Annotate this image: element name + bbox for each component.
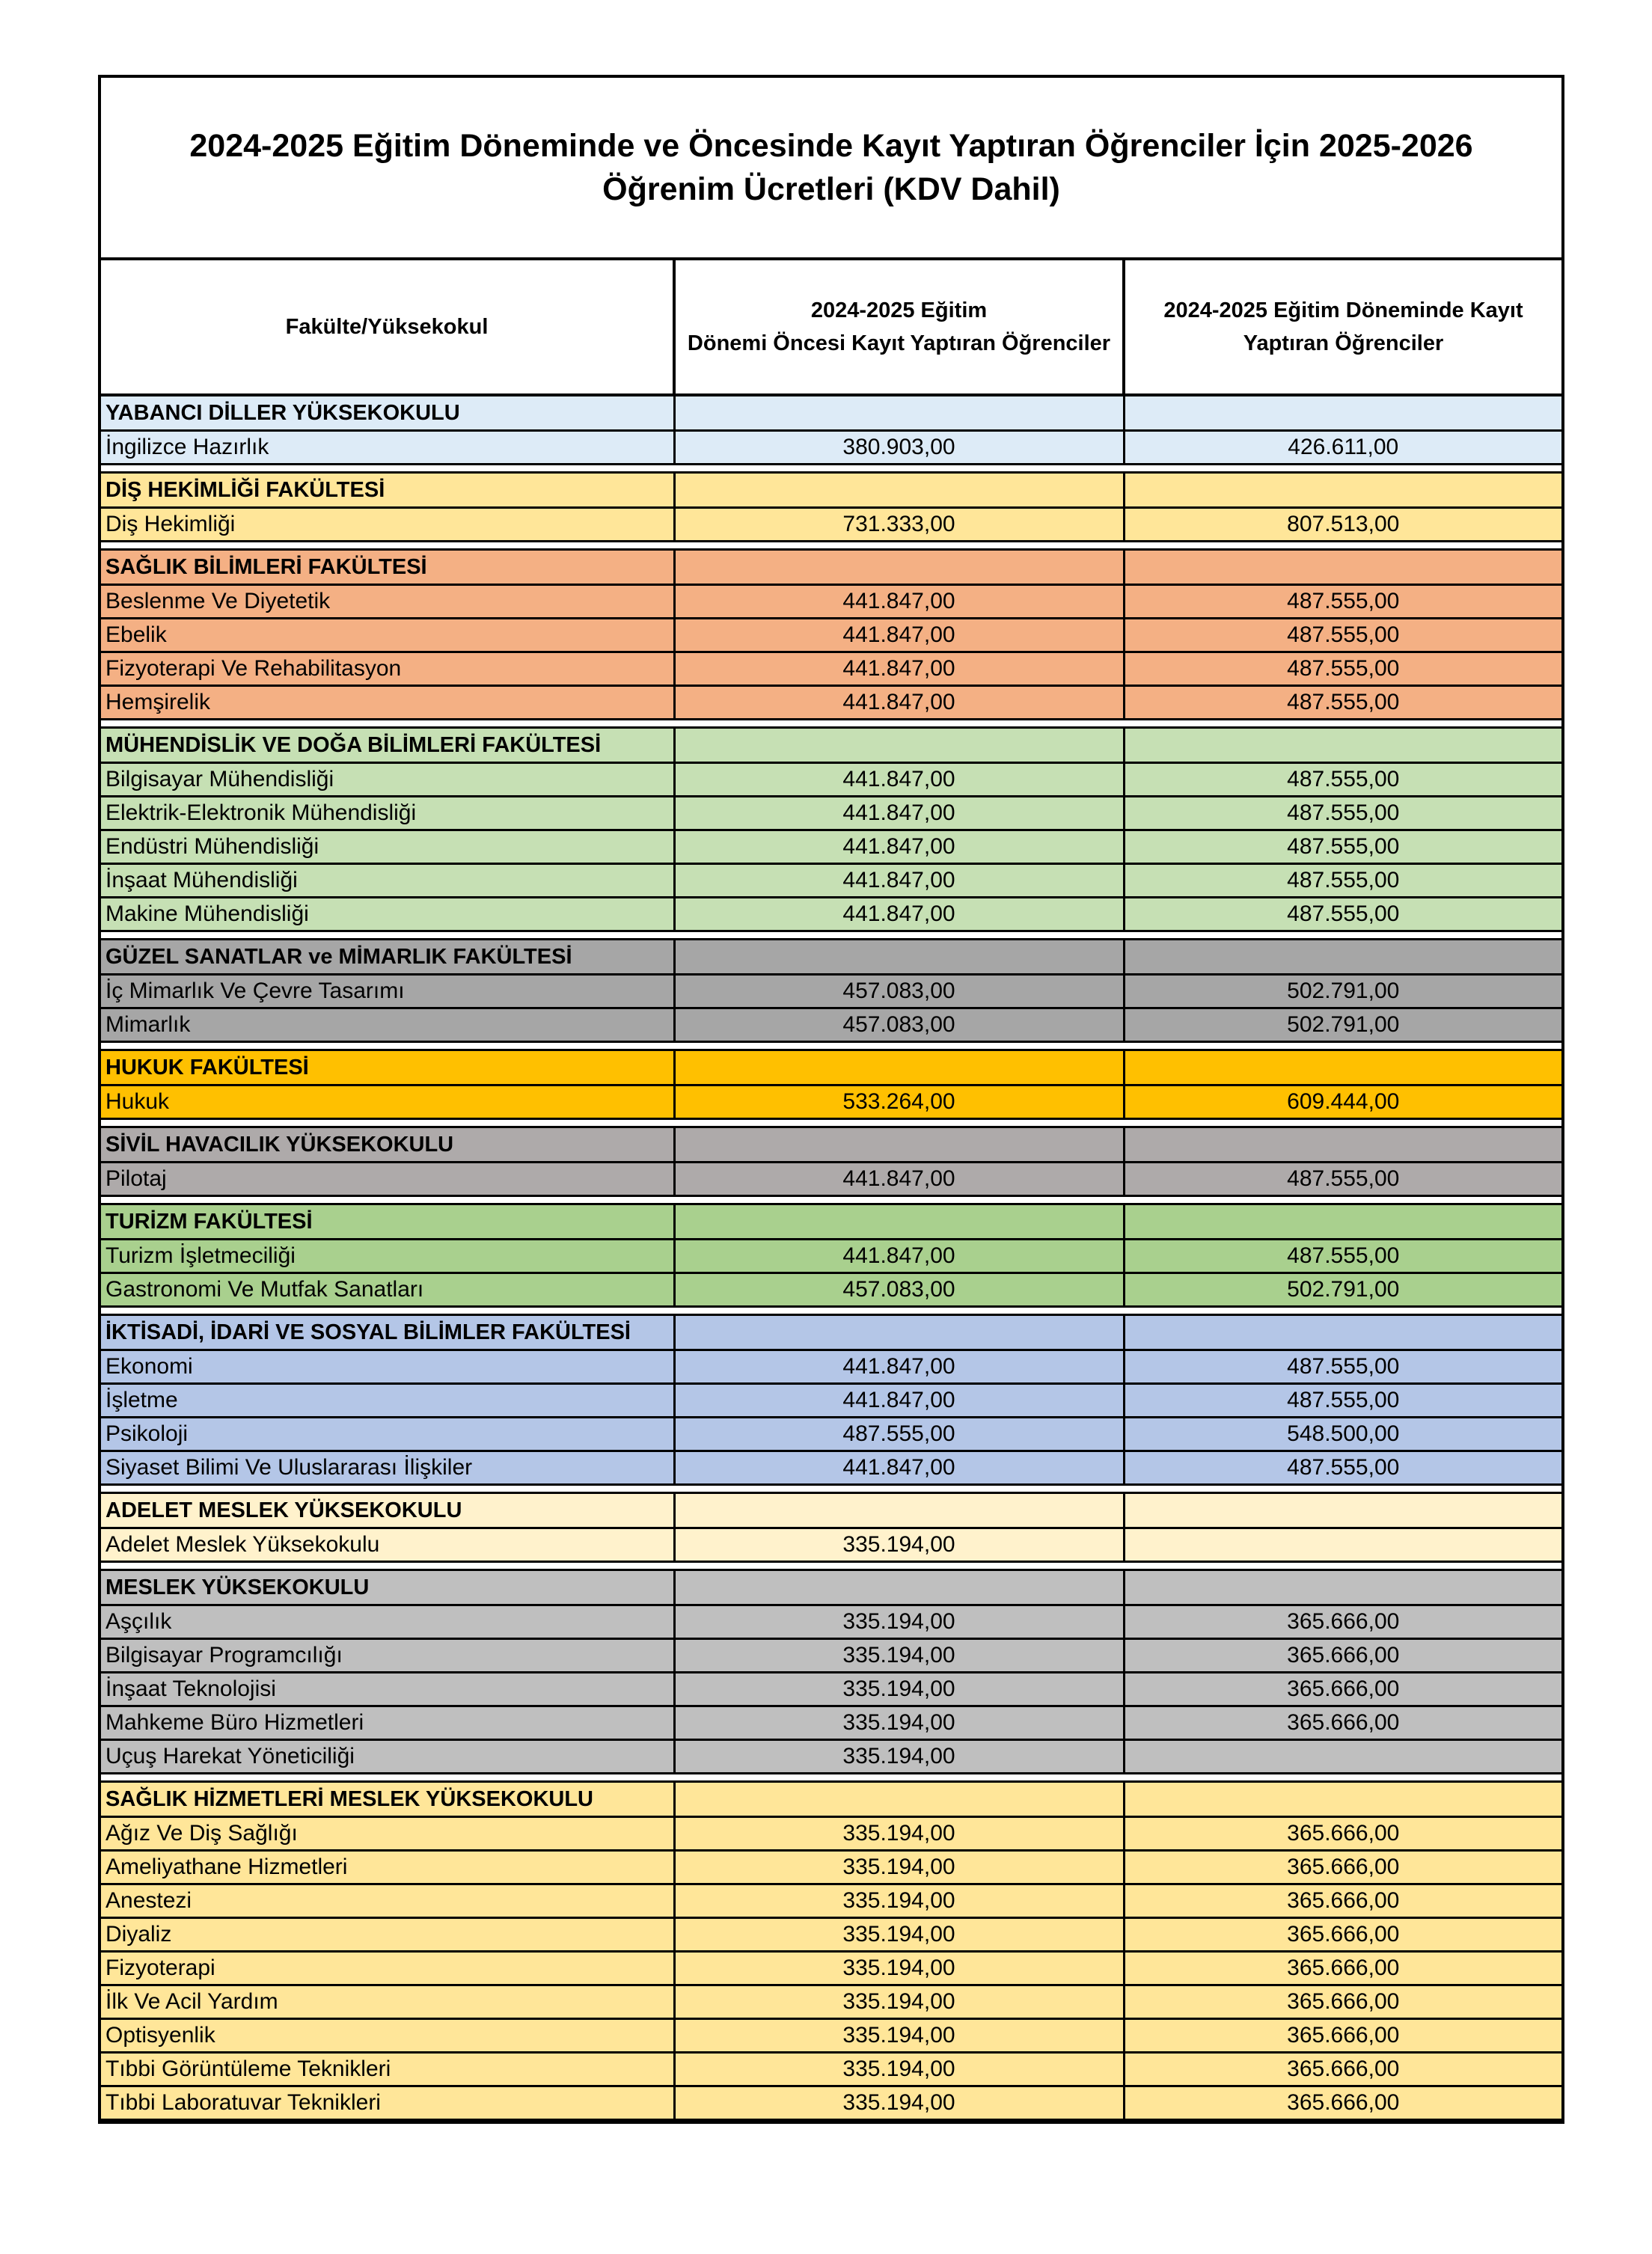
group-name: SİVİL HAVACILIK YÜKSEKOKULU — [101, 1127, 674, 1163]
group-name: GÜZEL SANATLAR ve MİMARLIK FAKÜLTESİ — [101, 940, 674, 975]
program-name: Makine Mühendisliği — [101, 898, 674, 931]
program-row — [101, 1706, 1561, 1740]
group-empty-cell — [674, 395, 1124, 431]
program-row — [101, 830, 1561, 864]
program-row — [101, 1240, 1561, 1273]
program-name: Turizm İşletmeciliği — [101, 1240, 674, 1273]
spacer-cell — [101, 931, 674, 940]
group-spacer — [101, 465, 1561, 473]
group-empty-cell — [674, 1782, 1124, 1817]
fee-during — [1124, 1740, 1561, 1774]
program-row — [101, 1851, 1561, 1884]
fee-before: 441.847,00 — [674, 619, 1124, 652]
group-header-row — [101, 1127, 1561, 1163]
program-name: Ebelik — [101, 619, 674, 652]
group-name: YABANCI DİLLER YÜKSEKOKULU — [101, 395, 674, 431]
header-faculty: Fakülte/Yüksekokul — [101, 260, 674, 395]
spacer-cell — [1124, 720, 1561, 728]
program-row — [101, 1384, 1561, 1418]
program-name: Uçuş Harekat Yöneticiliği — [101, 1740, 674, 1774]
fee-during: 365.666,00 — [1124, 1884, 1561, 1918]
fee-during: 487.555,00 — [1124, 1163, 1561, 1196]
spacer-cell — [1124, 465, 1561, 473]
program-name: Hukuk — [101, 1085, 674, 1119]
program-name: Diş Hekimliği — [101, 508, 674, 542]
fee-before: 441.847,00 — [674, 686, 1124, 720]
fee-during: 502.791,00 — [1124, 1273, 1561, 1307]
program-row — [101, 1085, 1561, 1119]
group-empty-cell — [1124, 728, 1561, 763]
program-row — [101, 1673, 1561, 1706]
group-header-row — [101, 728, 1561, 763]
fee-before: 335.194,00 — [674, 1740, 1124, 1774]
program-row — [101, 2086, 1561, 2120]
program-name: İnşaat Mühendisliği — [101, 864, 674, 898]
program-row — [101, 975, 1561, 1008]
fee-table — [101, 260, 1561, 2121]
fee-during — [1124, 1528, 1561, 1562]
program-name: Ameliyathane Hizmetleri — [101, 1851, 674, 1884]
fee-before: 335.194,00 — [674, 1528, 1124, 1562]
fee-before: 335.194,00 — [674, 1605, 1124, 1639]
fee-before: 380.903,00 — [674, 431, 1124, 465]
program-name: İngilizce Hazırlık — [101, 431, 674, 465]
program-name: Mimarlık — [101, 1008, 674, 1042]
group-empty-cell — [1124, 395, 1561, 431]
program-name: Hemşirelik — [101, 686, 674, 720]
program-row — [101, 1985, 1561, 2019]
program-name: Ekonomi — [101, 1350, 674, 1384]
fee-during: 365.666,00 — [1124, 2086, 1561, 2120]
fee-before: 441.847,00 — [674, 585, 1124, 619]
spacer-cell — [1124, 542, 1561, 550]
program-name: Aşçılık — [101, 1605, 674, 1639]
fee-before: 441.847,00 — [674, 1384, 1124, 1418]
fee-before: 731.333,00 — [674, 508, 1124, 542]
fee-before: 335.194,00 — [674, 1639, 1124, 1673]
program-name: Bilgisayar Programcılığı — [101, 1639, 674, 1673]
fee-during: 365.666,00 — [1124, 2053, 1561, 2086]
fee-during: 487.555,00 — [1124, 1350, 1561, 1384]
program-name: Pilotaj — [101, 1163, 674, 1196]
fee-during: 365.666,00 — [1124, 1851, 1561, 1884]
program-row — [101, 1639, 1561, 1673]
group-empty-cell — [1124, 1782, 1561, 1817]
spacer-cell — [674, 1042, 1124, 1050]
group-spacer — [101, 1196, 1561, 1204]
fee-during: 365.666,00 — [1124, 1817, 1561, 1851]
fee-during: 487.555,00 — [1124, 619, 1561, 652]
fee-during: 487.555,00 — [1124, 686, 1561, 720]
fee-before: 441.847,00 — [674, 1451, 1124, 1485]
spacer-cell — [674, 465, 1124, 473]
program-row — [101, 508, 1561, 542]
group-empty-cell — [1124, 940, 1561, 975]
fee-sheet — [98, 75, 1564, 2124]
program-row — [101, 1350, 1561, 1384]
group-spacer — [101, 542, 1561, 550]
spacer-cell — [674, 1119, 1124, 1127]
group-empty-cell — [1124, 1204, 1561, 1240]
group-name: İKTİSADİ, İDARİ VE SOSYAL BİLİMLER FAKÜLTESİ — [101, 1315, 674, 1350]
group-empty-cell — [674, 1050, 1124, 1085]
fee-before: 457.083,00 — [674, 1008, 1124, 1042]
header-before — [674, 260, 1124, 395]
program-row — [101, 1952, 1561, 1985]
program-name: Optisyenlik — [101, 2019, 674, 2053]
program-name: Endüstri Mühendisliği — [101, 830, 674, 864]
group-header-row — [101, 1204, 1561, 1240]
fee-during: 487.555,00 — [1124, 763, 1561, 797]
program-row — [101, 2019, 1561, 2053]
program-name: Fizyoterapi — [101, 1952, 674, 1985]
group-header-row — [101, 1782, 1561, 1817]
spacer-cell — [101, 465, 674, 473]
fee-before: 335.194,00 — [674, 1952, 1124, 1985]
group-empty-cell — [1124, 1493, 1561, 1528]
fee-during: 502.791,00 — [1124, 1008, 1561, 1042]
spacer-cell — [101, 1307, 674, 1315]
spacer-cell — [101, 542, 674, 550]
fee-before: 335.194,00 — [674, 2086, 1124, 2120]
spacer-cell — [101, 1774, 674, 1782]
fee-table-body — [101, 395, 1561, 2120]
fee-during: 807.513,00 — [1124, 508, 1561, 542]
group-header-row — [101, 395, 1561, 431]
fee-during: 365.666,00 — [1124, 1952, 1561, 1985]
program-name: Tıbbi Laboratuvar Teknikleri — [101, 2086, 674, 2120]
program-name: Mahkeme Büro Hizmetleri — [101, 1706, 674, 1740]
fee-before: 441.847,00 — [674, 1240, 1124, 1273]
group-header-row — [101, 550, 1561, 585]
group-spacer — [101, 1042, 1561, 1050]
fee-during: 487.555,00 — [1124, 830, 1561, 864]
fee-before: 457.083,00 — [674, 975, 1124, 1008]
spacer-cell — [1124, 1562, 1561, 1570]
program-name: Diyaliz — [101, 1918, 674, 1952]
program-name: Ağız Ve Diş Sağlığı — [101, 1817, 674, 1851]
page-title — [101, 78, 1561, 260]
spacer-cell — [101, 1485, 674, 1493]
fee-before: 441.847,00 — [674, 652, 1124, 686]
program-name: Gastronomi Ve Mutfak Sanatları — [101, 1273, 674, 1307]
program-row — [101, 431, 1561, 465]
spacer-cell — [674, 931, 1124, 940]
fee-before: 335.194,00 — [674, 1851, 1124, 1884]
program-name: Fizyoterapi Ve Rehabilitasyon — [101, 652, 674, 686]
spacer-cell — [674, 1774, 1124, 1782]
fee-before: 441.847,00 — [674, 797, 1124, 830]
group-header-row — [101, 473, 1561, 508]
program-name: Siyaset Bilimi Ve Uluslararası İlişkiler — [101, 1451, 674, 1485]
program-row — [101, 1817, 1561, 1851]
group-empty-cell — [674, 1204, 1124, 1240]
program-name: Psikoloji — [101, 1418, 674, 1451]
group-empty-cell — [1124, 1127, 1561, 1163]
program-name: Elektrik-Elektronik Mühendisliği — [101, 797, 674, 830]
fee-during: 365.666,00 — [1124, 1639, 1561, 1673]
fee-before: 441.847,00 — [674, 1163, 1124, 1196]
program-row — [101, 864, 1561, 898]
spacer-cell — [1124, 1307, 1561, 1315]
program-row — [101, 1008, 1561, 1042]
spacer-cell — [1124, 931, 1561, 940]
fee-before: 441.847,00 — [674, 1350, 1124, 1384]
group-name: MÜHENDİSLİK VE DOĞA BİLİMLERİ FAKÜLTESİ — [101, 728, 674, 763]
program-row — [101, 763, 1561, 797]
fee-before: 335.194,00 — [674, 1673, 1124, 1706]
spacer-cell — [101, 1042, 674, 1050]
program-row — [101, 1605, 1561, 1639]
fee-before: 335.194,00 — [674, 1884, 1124, 1918]
program-name: Beslenme Ve Diyetetik — [101, 585, 674, 619]
program-row — [101, 619, 1561, 652]
fee-during: 487.555,00 — [1124, 864, 1561, 898]
header-before-line-2: Dönemi Öncesi Kayıt Yaptıran Öğrenciler — [687, 331, 1111, 355]
fee-during: 502.791,00 — [1124, 975, 1561, 1008]
header-during-line-1: 2024-2025 Eğitim Döneminde Kayıt — [1163, 298, 1523, 322]
fee-during: 365.666,00 — [1124, 1918, 1561, 1952]
program-row — [101, 1918, 1561, 1952]
spacer-cell — [674, 542, 1124, 550]
program-row — [101, 2053, 1561, 2086]
spacer-cell — [1124, 1774, 1561, 1782]
program-name: İşletme — [101, 1384, 674, 1418]
fee-during: 487.555,00 — [1124, 652, 1561, 686]
group-empty-cell — [674, 473, 1124, 508]
spacer-cell — [101, 1196, 674, 1204]
program-row — [101, 1418, 1561, 1451]
group-header-row — [101, 1493, 1561, 1528]
title-line-2: Öğrenim Ücretleri (KDV Dahil) — [602, 171, 1060, 207]
spacer-cell — [1124, 1042, 1561, 1050]
group-empty-cell — [674, 1570, 1124, 1605]
group-spacer — [101, 1119, 1561, 1127]
group-spacer — [101, 1562, 1561, 1570]
group-header-row — [101, 1315, 1561, 1350]
spacer-cell — [1124, 1196, 1561, 1204]
group-spacer — [101, 720, 1561, 728]
group-header-row — [101, 1570, 1561, 1605]
spacer-cell — [1124, 1485, 1561, 1493]
spacer-cell — [674, 1196, 1124, 1204]
program-name: Adelet Meslek Yüksekokulu — [101, 1528, 674, 1562]
fee-during: 365.666,00 — [1124, 1673, 1561, 1706]
group-empty-cell — [674, 728, 1124, 763]
program-name: İnşaat Teknolojisi — [101, 1673, 674, 1706]
group-name: DİŞ HEKİMLİĞİ FAKÜLTESİ — [101, 473, 674, 508]
fee-during: 487.555,00 — [1124, 1384, 1561, 1418]
program-row — [101, 898, 1561, 931]
program-name: Anestezi — [101, 1884, 674, 1918]
program-name: İlk Ve Acil Yardım — [101, 1985, 674, 2019]
group-empty-cell — [674, 1493, 1124, 1528]
group-empty-cell — [674, 1127, 1124, 1163]
fee-during: 426.611,00 — [1124, 431, 1561, 465]
program-row — [101, 1740, 1561, 1774]
header-row — [101, 260, 1561, 395]
fee-during: 487.555,00 — [1124, 797, 1561, 830]
group-empty-cell — [1124, 1315, 1561, 1350]
group-header-row — [101, 940, 1561, 975]
spacer-cell — [101, 1119, 674, 1127]
program-row — [101, 1163, 1561, 1196]
fee-during: 365.666,00 — [1124, 1985, 1561, 2019]
header-during — [1124, 260, 1561, 395]
fee-during: 548.500,00 — [1124, 1418, 1561, 1451]
group-spacer — [101, 1307, 1561, 1315]
group-spacer — [101, 1774, 1561, 1782]
program-name: Bilgisayar Mühendisliği — [101, 763, 674, 797]
group-empty-cell — [674, 550, 1124, 585]
group-spacer — [101, 1485, 1561, 1493]
fee-before: 457.083,00 — [674, 1273, 1124, 1307]
group-name: TURİZM FAKÜLTESİ — [101, 1204, 674, 1240]
group-name: SAĞLIK BİLİMLERİ FAKÜLTESİ — [101, 550, 674, 585]
spacer-cell — [101, 1562, 674, 1570]
spacer-cell — [674, 1562, 1124, 1570]
fee-before: 335.194,00 — [674, 1918, 1124, 1952]
spacer-cell — [674, 1307, 1124, 1315]
fee-during: 365.666,00 — [1124, 1706, 1561, 1740]
program-row — [101, 1884, 1561, 1918]
program-row — [101, 1273, 1561, 1307]
fee-before: 441.847,00 — [674, 830, 1124, 864]
group-empty-cell — [674, 940, 1124, 975]
fee-before: 335.194,00 — [674, 1706, 1124, 1740]
group-name: MESLEK YÜKSEKOKULU — [101, 1570, 674, 1605]
fee-before: 335.194,00 — [674, 2053, 1124, 2086]
program-row — [101, 1451, 1561, 1485]
fee-before: 335.194,00 — [674, 2019, 1124, 2053]
title-line-1: 2024-2025 Eğitim Döneminde ve Öncesinde Kayıt Yaptıran Öğrenciler İçin 2025-2026 — [189, 128, 1473, 164]
fee-before: 487.555,00 — [674, 1418, 1124, 1451]
program-row — [101, 686, 1561, 720]
group-empty-cell — [1124, 1570, 1561, 1605]
fee-before: 441.847,00 — [674, 763, 1124, 797]
header-before-line-1: 2024-2025 Eğitim — [810, 298, 988, 322]
group-empty-cell — [1124, 473, 1561, 508]
spacer-cell — [674, 1485, 1124, 1493]
fee-during: 609.444,00 — [1124, 1085, 1561, 1119]
spacer-cell — [674, 720, 1124, 728]
group-name: SAĞLIK HİZMETLERİ MESLEK YÜKSEKOKULU — [101, 1782, 674, 1817]
fee-before: 533.264,00 — [674, 1085, 1124, 1119]
fee-during: 365.666,00 — [1124, 1605, 1561, 1639]
group-spacer — [101, 931, 1561, 940]
fee-before: 441.847,00 — [674, 864, 1124, 898]
program-row — [101, 1528, 1561, 1562]
fee-during: 487.555,00 — [1124, 1240, 1561, 1273]
fee-during: 487.555,00 — [1124, 898, 1561, 931]
group-empty-cell — [674, 1315, 1124, 1350]
header-during-line-2: Yaptıran Öğrenciler — [1243, 331, 1444, 355]
spacer-cell — [101, 720, 674, 728]
program-row — [101, 652, 1561, 686]
program-row — [101, 797, 1561, 830]
program-name: İç Mimarlık Ve Çevre Tasarımı — [101, 975, 674, 1008]
fee-before: 335.194,00 — [674, 1985, 1124, 2019]
program-name: Tıbbi Görüntüleme Teknikleri — [101, 2053, 674, 2086]
program-row — [101, 585, 1561, 619]
group-empty-cell — [1124, 1050, 1561, 1085]
fee-before: 335.194,00 — [674, 1817, 1124, 1851]
fee-before: 441.847,00 — [674, 898, 1124, 931]
fee-during: 487.555,00 — [1124, 1451, 1561, 1485]
group-name: ADELET MESLEK YÜKSEKOKULU — [101, 1493, 674, 1528]
spacer-cell — [1124, 1119, 1561, 1127]
fee-during: 365.666,00 — [1124, 2019, 1561, 2053]
group-name: HUKUK FAKÜLTESİ — [101, 1050, 674, 1085]
fee-during: 487.555,00 — [1124, 585, 1561, 619]
group-header-row — [101, 1050, 1561, 1085]
group-empty-cell — [1124, 550, 1561, 585]
